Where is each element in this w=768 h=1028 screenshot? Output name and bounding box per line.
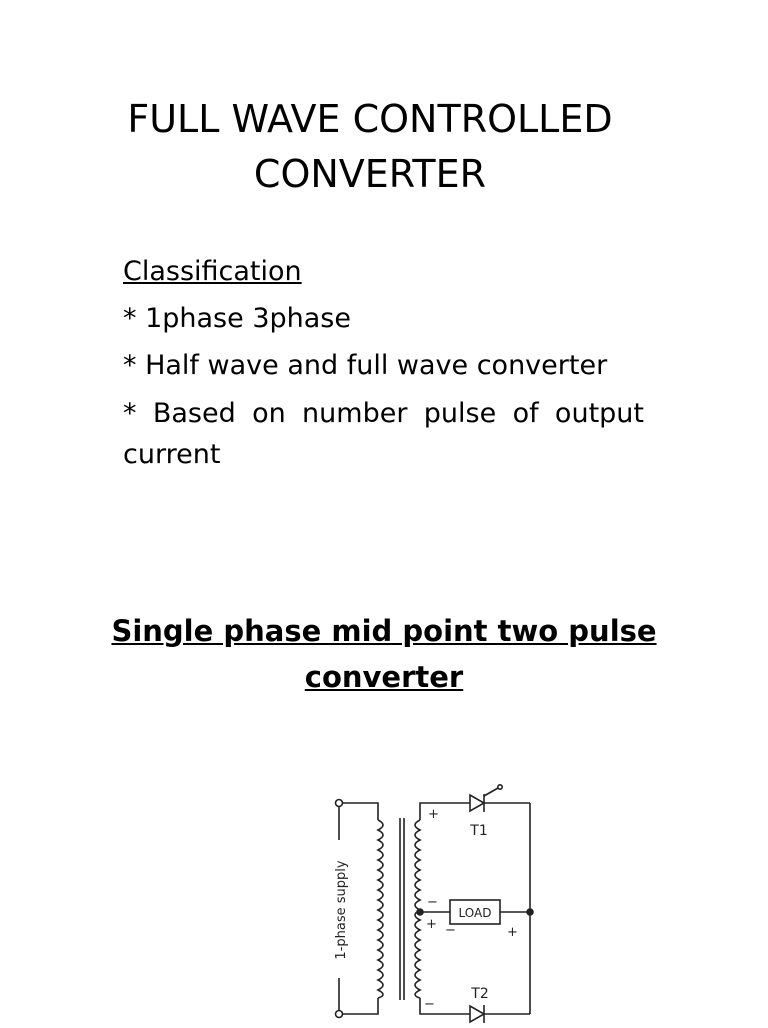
primary-lead-bottom [342, 998, 378, 1014]
page-title [100, 92, 640, 202]
t1-gate-terminal [498, 785, 502, 789]
classification-heading: Classification [123, 256, 302, 287]
supply-terminal-bottom [336, 1011, 343, 1018]
load-label: LOAD [458, 906, 492, 920]
classification-item-2: * Half wave and full wave converter [123, 350, 608, 381]
subtitle-line-2: converter [304, 660, 464, 694]
section-subtitle [110, 608, 658, 700]
title-line-1: FULL WAVE CONTROLLED [127, 97, 613, 141]
t1-label: T1 [470, 823, 488, 839]
classification-item-1: * 1phase 3phase [123, 303, 351, 334]
primary-coil [378, 820, 383, 998]
supply-label: 1-phase supply [334, 860, 349, 960]
t1-gate-lead [484, 788, 498, 796]
title-line-2: CONVERTER [253, 152, 487, 196]
circuit-diagram-svg [300, 760, 560, 1024]
polarity-plus-center: + [426, 917, 437, 932]
polarity-plus-top: + [428, 807, 439, 822]
polarity-minus-load: − [445, 923, 456, 938]
polarity-plus-load: + [507, 925, 518, 940]
primary-lead-top [342, 803, 378, 820]
classification-item-3: * Based on number pulse of output current [123, 398, 644, 470]
circuit-diagram [300, 760, 560, 1024]
classification-section [123, 252, 644, 482]
t2-label: T2 [471, 986, 489, 1002]
supply-terminal-top [336, 800, 343, 807]
polarity-minus-bottom: − [424, 997, 435, 1012]
subtitle-line-1: Single phase mid point two pulse [111, 614, 657, 648]
thyristor-t2-body [470, 1006, 484, 1022]
polarity-minus-center: − [427, 895, 438, 910]
thyristor-t1-body [470, 795, 484, 811]
